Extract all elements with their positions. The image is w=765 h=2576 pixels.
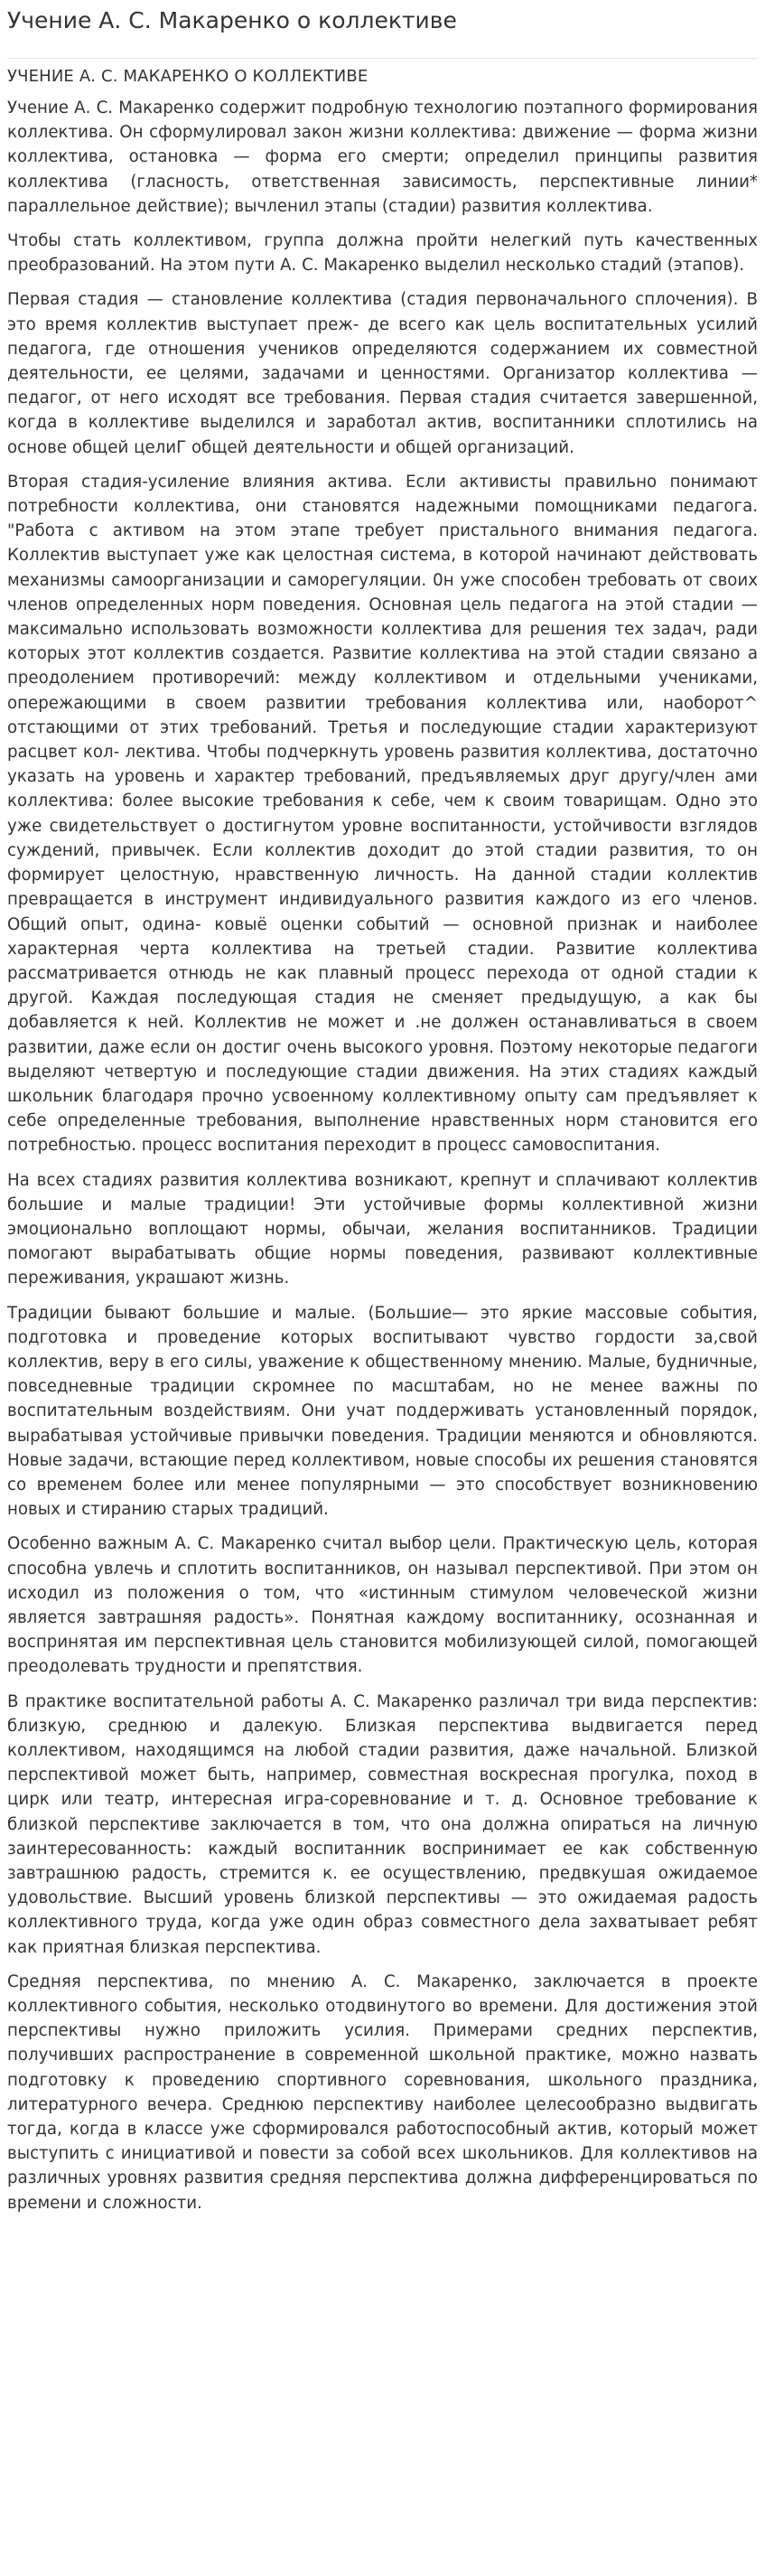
paragraph-intro: Учение А. С. Макаренко содержит подробную технологию поэтапного формирования коллектива. Он сформулировал закон жизни коллектива: движение — форма жизни коллектива, остановка — форма его смерти; определил принципы развития коллектива (гласность, ответственная зависимость, перспективные линии* параллельное действие); вычленил этапы (стадии) развития коллектива. bbox=[7, 98, 758, 216]
paragraph-stages-intro: Чтобы стать коллективом, группа должна пройти нелегкий путь качественных преобразований. На этом пути А. С. Макаренко выделил несколько стадий (этапов). bbox=[7, 231, 758, 276]
paragraph-first-stage: Первая стадия — становление коллектива (стадия первоначального сплочения). В это время коллектив выступает преж- де всего как цель воспитательных усилий педагога, где отношения учеников определяются содержанием их совместной деятельности, ее целями, задачами и ценностями. Организатор коллектива — педагог, от него исходят все требования. Первая стадия считается завершенной, когда в коллективе выделился и заработал актив, воспитанники сплотились на основе общей целиГ общей деятельности и общей организаций. bbox=[7, 290, 758, 457]
page-title: Учение А. С. Макаренко о коллективе bbox=[7, 7, 457, 33]
paragraph-second-stage: Вторая стадия-усиление влияния актива. Если активисты правильно понимают потребности коллектива, они становятся надежными помощниками педагога. "Работа с активом на этом этапе требует пристального внимания педагога. Коллектив выступает уже как целостная система, в которой начинают действовать механизмы самоорганизации и саморегуляции. 0н уже способен требовать от своих членов определенных норм поведения. Основная цель педагога на этой стадии — максимально использовать возможности коллектива для решения тех задач, ради которых этот коллектив создается. Развитие коллектива на этой стадии связано а преодолением противоречий: между коллективом и отдельными учениками, опережающими в своем развитии требования коллектива или, наоборот^ отстающими от этих требований. Третья и последующие стадии характеризуют расцвет кол- лектива. Чтобы подчеркнуть уровень развития коллектива, достаточно указать на уровень и характер требований, предъявляемых друг другу/член ами коллектива: более высокие требования к себе, чем к своим товарищам. Одно это уже свидетельствует о достигнутом уровне воспитанности, устойчивости взглядов суждений, привычек. Если коллектив доходит до этой стадии развития, то он формирует целостную, нравственную личность. На данной стадии коллектив превращается в инструмент индивидуального развития каждого из его членов. Общий опыт, одина- ковыё оценки событий — основной признак и наиболее характерная черта коллектива на третьей стадии. Развитие коллектива рассматривается отнюдь не как плавный процесс перехода от одной стадии к другой. Каждая последующая стадия не сменяет предыдущую, а как бы добавляется к ней. Коллектив не может и .не должен останавливаться в своем развитии, даже если он достиг очень высокого уровня. Поэтому некоторые педагоги выделяют четвертую и последующие стадии движения. На этих стадиях каждый школьник благодаря прочно усвоенному коллективному опыту сам предъявляет к себе определенные требования, выполнение нравственных норм становится его потребностью. процесс воспитания переходит в процесс самовоспитания. bbox=[7, 472, 758, 1156]
title-divider bbox=[7, 58, 758, 59]
paragraph-goal-choice: Особенно важным А. С. Макаренко считал выбор цели. Практическую цель, которая способна увлечь и сплотить воспитанников, он называл перспективой. При этом он исходил из положения о том, что «истинным стимулом человеческой жизни является завтрашняя радость». Понятная каждому воспитаннику, осознанная и воспринятая им перспективная цель становится мобилизующей силой, помогающей преодолевать трудности и препятствия. bbox=[7, 1534, 758, 1677]
paragraph-perspectives: В практике воспитательной работы А. С. Макаренко различал три вида перспектив: близкую, среднюю и далекую. Близкая перспектива выдвигается перед коллективом, находящимся на любой стадии развития, даже начальной. Близкой перспективой может быть, например, совместная воскресная прогулка, поход в цирк или театр, интересная игра-соревнование и т. д. Основное требование к близкой перспективе заключается в том, что она должна опираться на личную заинтересованность: каждый воспитанник воспринимает ее как собственную завтрашнюю радость, стремится к. ее осуществлению, предвкушая ожидаемое удовольствие. Высший уровень близкой перспективы — это ожидаемая радость коллективного труда, когда уже один образ совместного дела захватывает ребят как приятная близкая перспектива. bbox=[7, 1691, 758, 1957]
paragraph-traditions-types: Традиции бывают большие и малые. (Большие— это яркие массовые события, подготовка и проведение которых воспитывают чувство гордости за,свой коллектив, веру в его силы, уважение к общественному мнению. Малые, будничные, повседневные традиции скромнее по масштабам, но не менее важны по воспитательным воздействиям. Они учат поддерживать установленный порядок, вырабатывая устойчивые привычки поведения. Традиции меняются и обновляются. Новые задачи, встающие перед коллективом, новые способы их решения становятся со временем более или менее популярными — это способствует возникновению новых и стиранию старых традиций. bbox=[7, 1303, 758, 1520]
paragraph-middle-perspective: Средняя перспектива, по мнению А. С. Макаренко, заключается в проекте коллективного события, несколько отодвинутого во времени. Для достижения этой перспективы нужно приложить усилия. Примерами средних перспектив, получивших распространение в современной школьной практике, можно назвать подготовку к проведению спортивного соревнования, школьного праздника, литературного вечера. Среднюю перспективу наиболее целесообразно выдвигать тогда, когда в классе уже сформировался работоспособный актив, который может выступить с инициативой и повести за собой всех школьников. Для коллективов на различных уровнях развития средняя перспектива должна дифференцироваться по времени и сложности. bbox=[7, 1972, 758, 2213]
paragraph-traditions: На всех стадиях развития коллектива возникают, крепнут и сплачивают коллектив большие и малые традиции! Эти устойчивые формы коллективной жизни эмоционально воплощают нормы, обычаи, желания воспитанников. Традиции помогают вырабатывать общие нормы поведения, развивают коллективные переживания, украшают жизнь. bbox=[7, 1170, 758, 1288]
article-heading: УЧЕНИЕ А. С. МАКАРЕНКО О КОЛЛЕКТИВЕ bbox=[7, 67, 369, 86]
